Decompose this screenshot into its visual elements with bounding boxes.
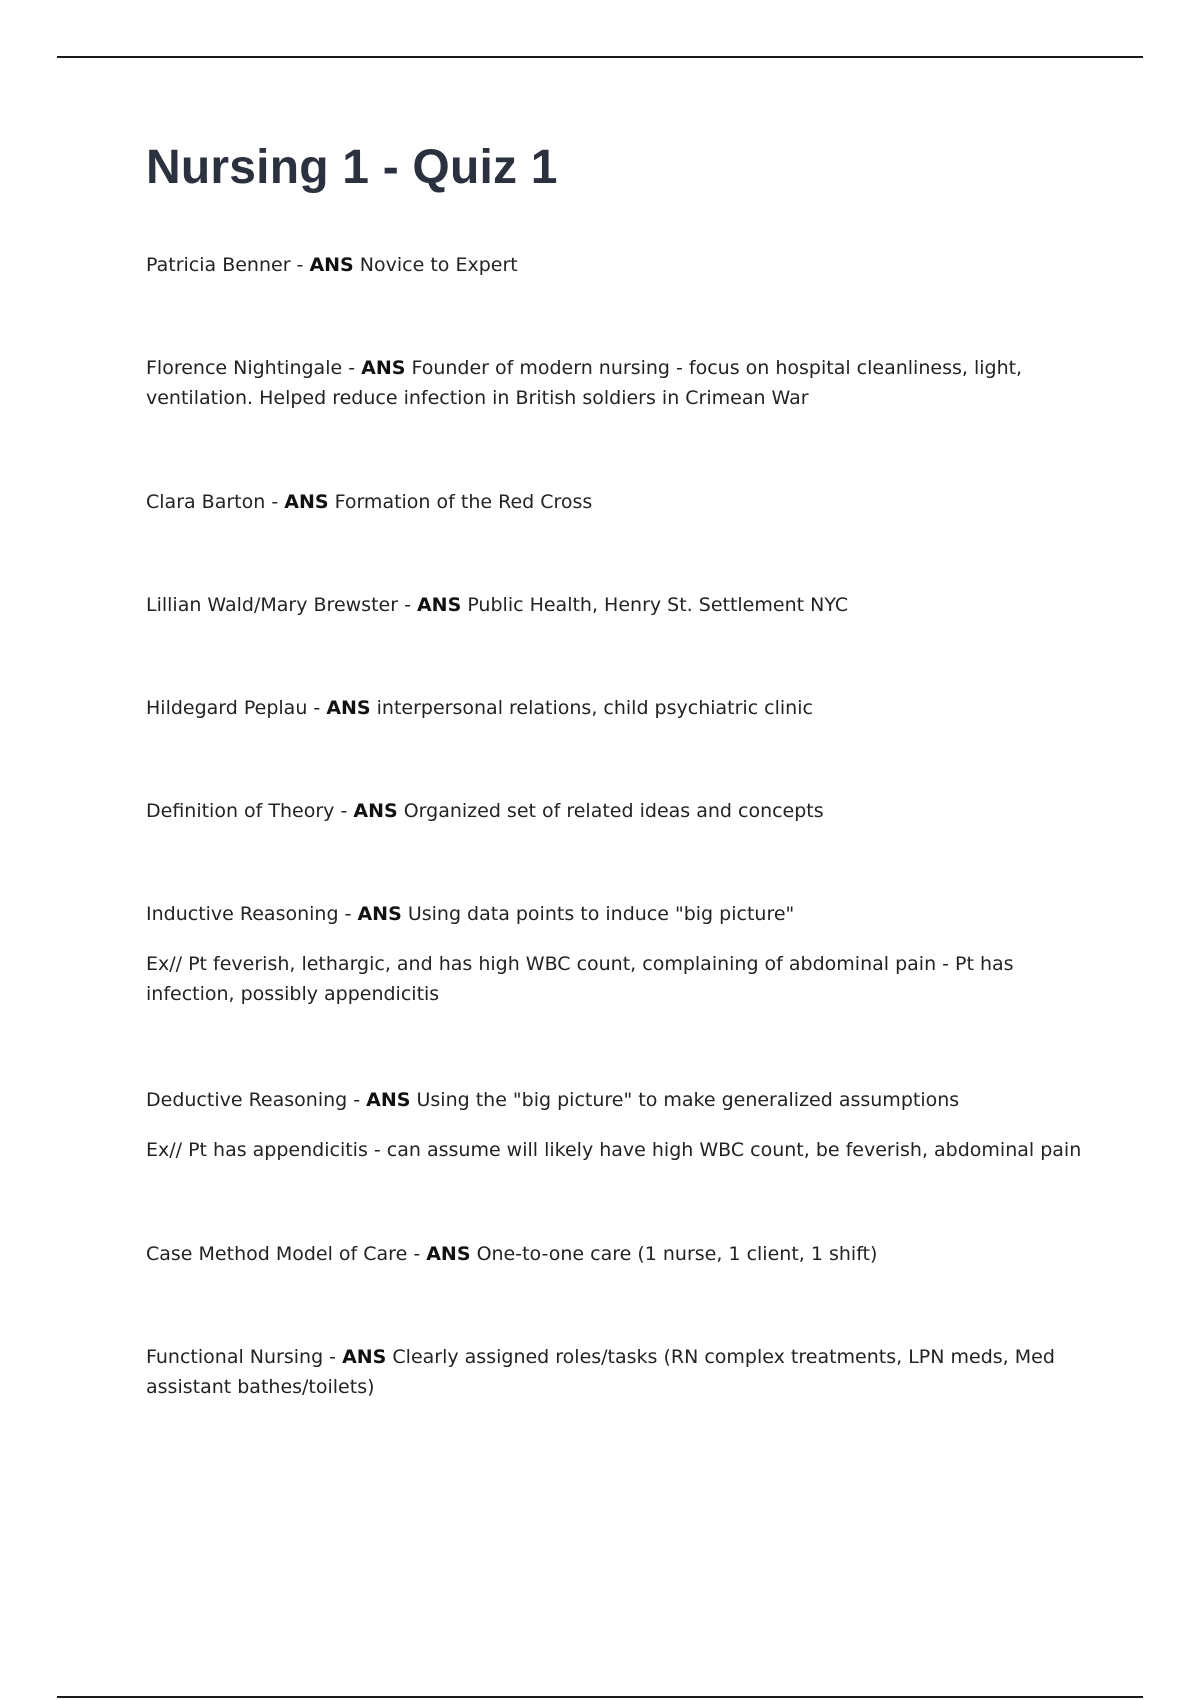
qa-line	[146, 1085, 1086, 1115]
qa-entry	[146, 693, 1086, 723]
term: Hildegard Peplau	[146, 697, 308, 719]
ans-label: ANS	[357, 903, 402, 925]
top-rule	[57, 56, 1143, 58]
qa-entry	[146, 590, 1086, 620]
answer: Public Health, Henry St. Settlement NYC	[467, 594, 849, 616]
ans-label: ANS	[426, 1243, 471, 1265]
qa-entry	[146, 353, 1086, 413]
answer: One-to-one care (1 nurse, 1 client, 1 shift)	[476, 1243, 878, 1265]
qa-line	[146, 353, 1086, 413]
qa-entry	[146, 250, 1086, 280]
ans-label: ANS	[416, 594, 462, 616]
qa-entry	[146, 487, 1086, 517]
answer: Founder of modern nursing - focus on hospital cleanliness, light, ventilation. Helped reduce infection in British soldiers in Crimean War	[146, 357, 1023, 409]
qa-line	[146, 1342, 1086, 1402]
bottom-rule	[57, 1696, 1143, 1698]
separator: -	[398, 594, 417, 616]
qa-line	[146, 693, 1086, 723]
ans-label: ANS	[361, 357, 406, 379]
qa-entry	[146, 899, 1086, 1009]
qa-entry	[146, 796, 1086, 826]
term: Lillian Wald/Mary Brewster	[146, 594, 399, 616]
ans-label: ANS	[342, 1346, 387, 1368]
answer: Using the "big picture" to make generalized assumptions	[416, 1089, 960, 1111]
term: Functional Nursing	[146, 1346, 324, 1368]
qa-entry	[146, 1085, 1086, 1165]
qa-line	[146, 250, 1086, 280]
qa-entry	[146, 1239, 1086, 1269]
ans-label: ANS	[366, 1089, 411, 1111]
separator: -	[290, 254, 310, 276]
document-title: Nursing 1 - Quiz 1	[146, 141, 558, 194]
answer: Clearly assigned roles/tasks (RN complex treatments, LPN meds, Med assistant bathes/toilets)	[146, 1346, 1055, 1398]
ans-label: ANS	[284, 491, 329, 513]
answer: Using data points to induce "big picture"	[407, 903, 795, 925]
qa-entry	[146, 1342, 1086, 1402]
answer: Organized set of related ideas and concepts	[403, 800, 824, 822]
qa-line	[146, 590, 1086, 620]
answer: interpersonal relations, child psychiatric clinic	[376, 697, 813, 719]
ans-label: ANS	[353, 800, 398, 822]
term: Definition of Theory	[146, 800, 335, 822]
separator: -	[338, 903, 358, 925]
separator: -	[307, 697, 327, 719]
separator: -	[323, 1346, 343, 1368]
separator: -	[407, 1243, 427, 1265]
separator: -	[334, 800, 354, 822]
term: Deductive Reasoning	[146, 1089, 348, 1111]
term: Clara Barton	[146, 491, 266, 513]
answer: Formation of the Red Cross	[334, 491, 593, 513]
separator: -	[265, 491, 285, 513]
ans-label: ANS	[326, 697, 371, 719]
qa-line	[146, 487, 1086, 517]
term: Case Method Model of Care	[146, 1243, 408, 1265]
example-text: Ex// Pt feverish, lethargic, and has high WBC count, complaining of abdominal pain - Pt has infection, possibly appendicitis	[146, 953, 1014, 1005]
qa-line	[146, 796, 1086, 826]
separator: -	[342, 357, 362, 379]
ans-label: ANS	[309, 254, 354, 276]
term: Patricia Benner	[146, 254, 291, 276]
example-text: Ex// Pt has appendicitis - can assume will likely have high WBC count, be feverish, abdominal pain	[146, 1139, 1082, 1161]
term: Inductive Reasoning	[146, 903, 339, 925]
term: Florence Nightingale	[146, 357, 343, 379]
answer: Novice to Expert	[359, 254, 518, 276]
separator: -	[347, 1089, 367, 1111]
qa-line	[146, 899, 1086, 929]
qa-line	[146, 1239, 1086, 1269]
